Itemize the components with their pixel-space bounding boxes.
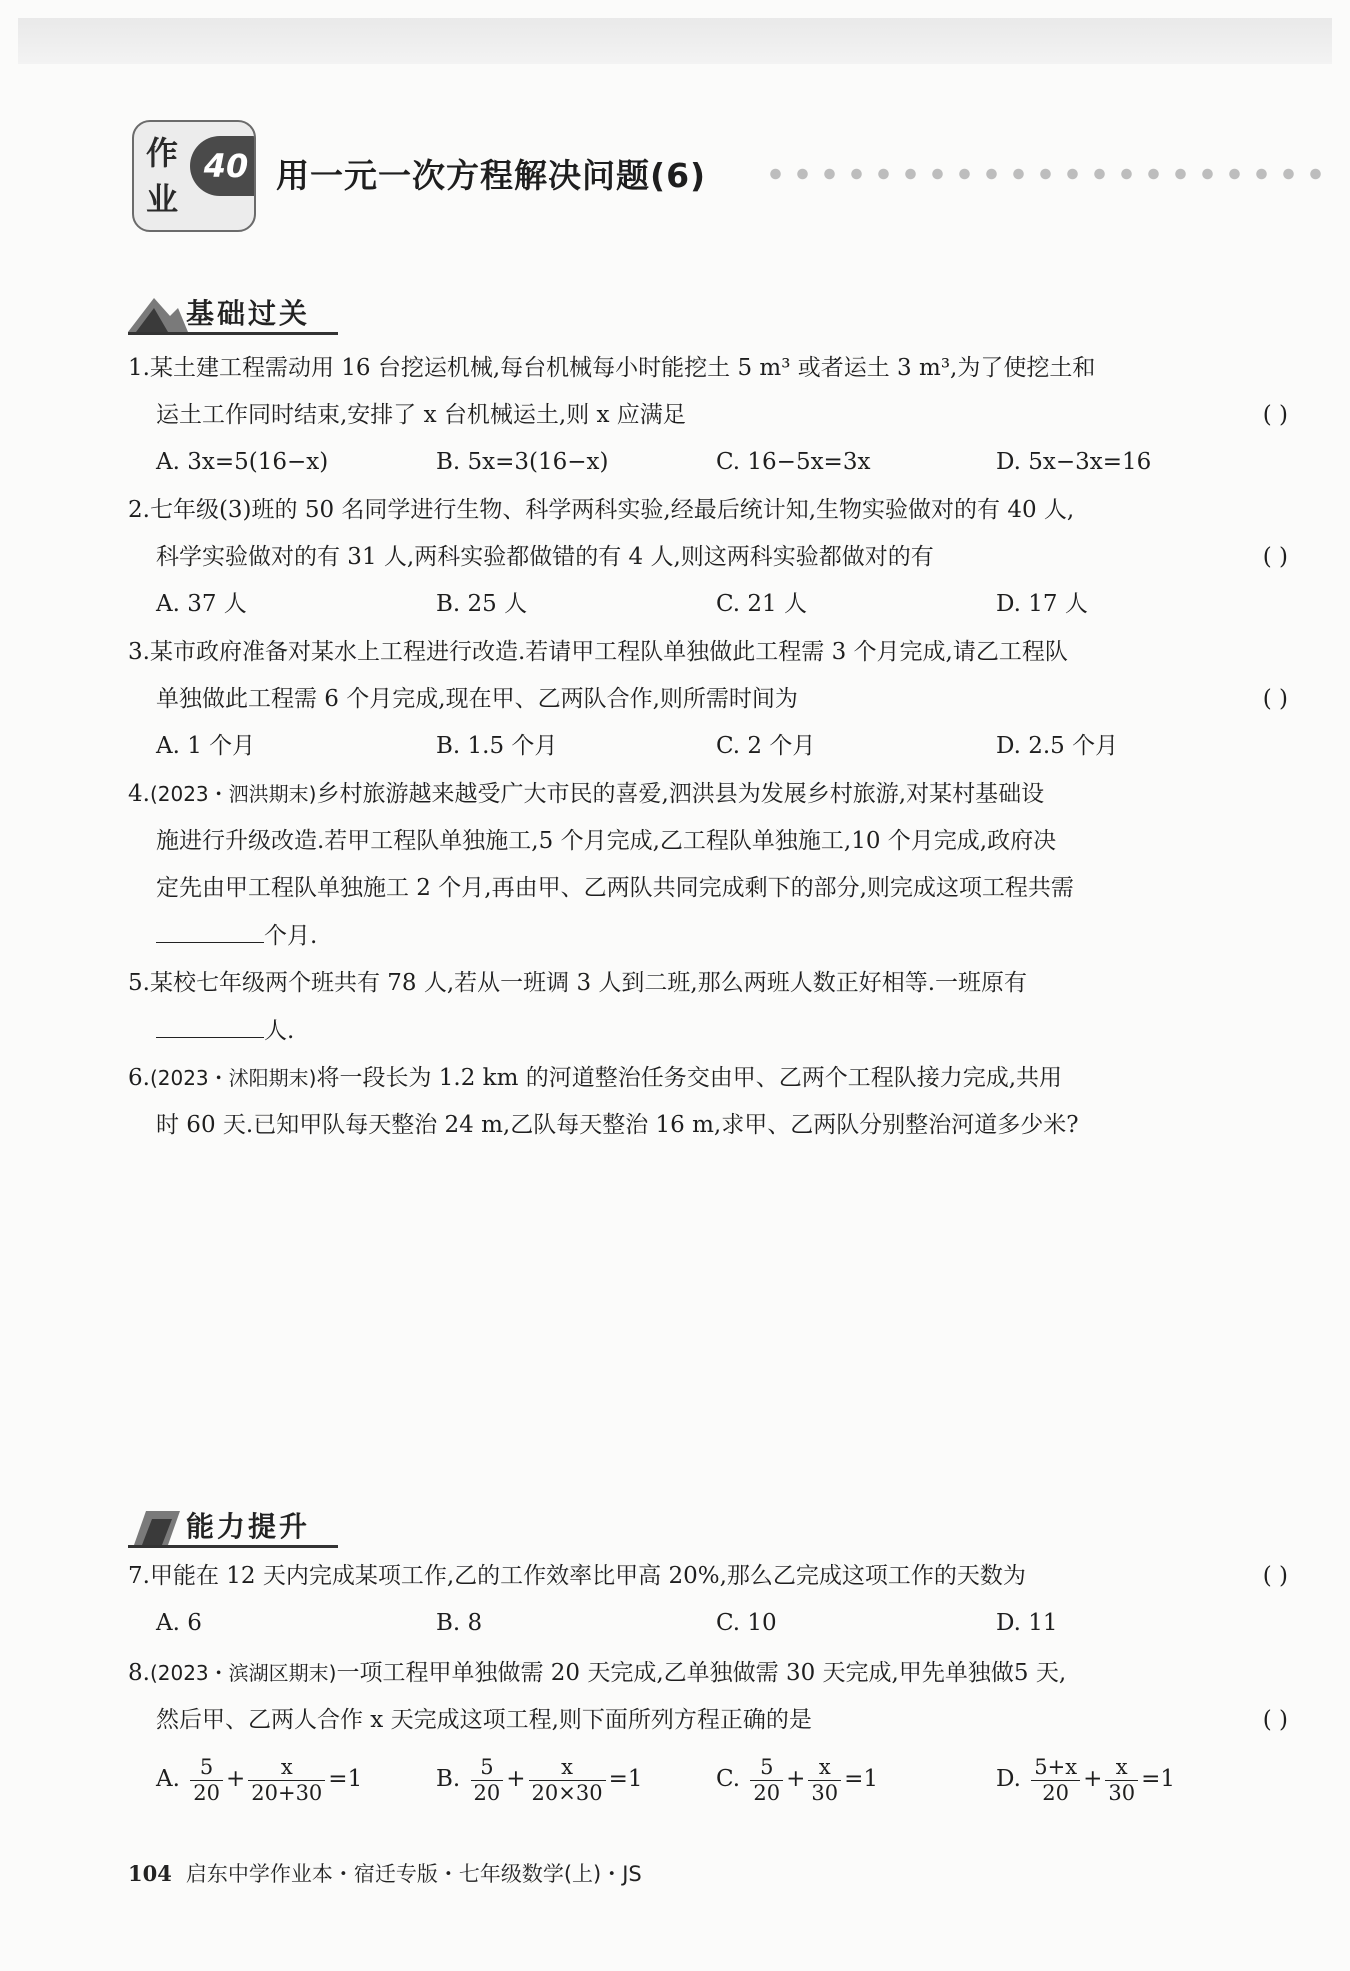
- question-number: 6.: [128, 1065, 150, 1091]
- numerator: 5: [760, 1754, 774, 1779]
- page-number: 104: [128, 1861, 172, 1886]
- answer-paren: ( ): [1262, 1563, 1288, 1589]
- fraction: [1031, 1755, 1080, 1806]
- question-8: [128, 1650, 1288, 1814]
- fraction: [1105, 1755, 1138, 1806]
- section-underline: [128, 1545, 338, 1548]
- question-source: (2023・沭阳期末): [149, 1066, 317, 1090]
- denominator: 20: [1031, 1780, 1080, 1806]
- option-c: C. 16−5x=3x: [716, 449, 871, 475]
- operator: +: [786, 1766, 806, 1792]
- numerator: 5: [480, 1754, 494, 1779]
- equation-rhs: =1: [608, 1766, 643, 1792]
- fraction: [529, 1755, 606, 1806]
- numerator: x: [818, 1754, 831, 1779]
- answer-paren: ( ): [1262, 1707, 1288, 1733]
- question-text: 将一段长为 1.2 km 的河道整治任务交由甲、乙两个工程队接力完成,共用: [316, 1065, 1063, 1091]
- question-text: 某市政府准备对某水上工程进行改造.若请甲工程队单独做此工程需 3 个月完成,请乙工程队: [149, 639, 1068, 665]
- question-text: 一项工程甲单独做需 20 天完成,乙单独做需 30 天完成,甲先单独做5 天,: [336, 1660, 1067, 1686]
- question-text: 定先由甲工程队单独施工 2 个月,再由甲、乙两队共同完成剩下的部分,则完成这项工程共需: [156, 875, 1074, 901]
- question-number: 1.: [128, 355, 150, 381]
- denominator: 20+30: [248, 1780, 325, 1806]
- question-number: 2.: [128, 497, 150, 523]
- option-c: C. 10: [716, 1610, 777, 1636]
- page-title: 用一元一次方程解决问题(6): [276, 156, 707, 195]
- option-a: A. 1 个月: [156, 733, 256, 759]
- page-footer: [128, 1858, 642, 1888]
- fraction: [190, 1755, 223, 1806]
- option-letter: B.: [436, 1766, 461, 1792]
- option-c: C. 2 个月: [716, 733, 816, 759]
- answer-blank[interactable]: [156, 912, 264, 943]
- operator: +: [506, 1766, 526, 1792]
- question-text: 个月.: [264, 923, 318, 949]
- assignment-badge: [132, 120, 256, 232]
- question-3: [128, 629, 1288, 770]
- assignment-header: [132, 120, 1322, 230]
- option-c: [716, 1744, 878, 1814]
- fraction: [248, 1755, 325, 1806]
- answer-paren: ( ): [1262, 544, 1288, 570]
- answer-paren: ( ): [1262, 402, 1288, 428]
- options-row: [128, 581, 1288, 628]
- section-advanced-label: 能力提升: [186, 1510, 311, 1543]
- question-text: 科学实验做对的有 31 人,两科实验都做错的有 4 人,则这两科实验都做对的有: [156, 544, 934, 570]
- options-row: [128, 1600, 1288, 1647]
- page-top-band: [18, 18, 1332, 64]
- option-a: A. 37 人: [156, 591, 247, 617]
- option-d: D. 11: [996, 1610, 1058, 1636]
- question-7: [128, 1553, 1288, 1647]
- fraction: [471, 1755, 504, 1806]
- question-number: 4.: [128, 781, 150, 807]
- option-d: D. 17 人: [996, 591, 1088, 617]
- options-row: [128, 439, 1288, 486]
- question-number: 5.: [128, 970, 150, 996]
- option-letter: C.: [716, 1766, 741, 1792]
- option-letter: D.: [996, 1766, 1021, 1792]
- fraction: [808, 1755, 841, 1806]
- question-2: [128, 487, 1288, 628]
- numerator: 5+x: [1034, 1754, 1078, 1779]
- badge-char-bottom: 业: [146, 180, 179, 218]
- question-text: 施进行升级改造.若甲工程队单独施工,5 个月完成,乙工程队单独施工,10 个月完成,政府决: [156, 828, 1057, 854]
- option-a: [156, 1744, 362, 1814]
- denominator: 30: [1105, 1780, 1138, 1806]
- fraction: [750, 1755, 783, 1806]
- denominator: 20: [750, 1780, 783, 1806]
- book-title: 启东中学作业本・宿迁专版・七年级数学(上)・JS: [185, 1862, 642, 1886]
- options-row: [128, 723, 1288, 770]
- operator: +: [225, 1766, 246, 1792]
- question-text: 运土工作同时结束,安排了 x 台机械运土,则 x 应满足: [156, 402, 686, 428]
- denominator: 30: [808, 1780, 841, 1806]
- section-basic: [128, 292, 368, 332]
- mountain-icon: [128, 296, 188, 334]
- option-d: [996, 1744, 1175, 1814]
- option-letter: A.: [156, 1766, 180, 1792]
- numerator: x: [561, 1754, 573, 1779]
- question-5: [128, 960, 1288, 1054]
- question-text: 人.: [264, 1018, 295, 1044]
- numerator: x: [1115, 1754, 1128, 1779]
- section-advanced: [128, 1505, 368, 1545]
- section-basic-label: 基础过关: [186, 297, 311, 330]
- section-underline: [128, 332, 338, 335]
- operator: +: [1083, 1766, 1103, 1792]
- question-6: [128, 1055, 1288, 1149]
- question-text: 单独做此工程需 6 个月完成,现在甲、乙两队合作,则所需时间为: [156, 686, 798, 712]
- decorative-dots: [762, 168, 1322, 180]
- question-text: 某校七年级两个班共有 78 人,若从一班调 3 人到二班,那么两班人数正好相等.一班原有: [149, 970, 1028, 996]
- question-1: [128, 345, 1288, 486]
- block-icon: [128, 1509, 188, 1547]
- option-b: B. 25 人: [436, 591, 528, 617]
- option-d: D. 5x−3x=16: [996, 449, 1152, 475]
- question-number: 7.: [128, 1563, 150, 1589]
- denominator: 20: [471, 1780, 504, 1806]
- denominator: 20: [190, 1780, 223, 1806]
- question-text: 时 60 天.已知甲队每天整治 24 m,乙队每天整治 16 m,求甲、乙两队分别整治河道多少米?: [156, 1112, 1079, 1138]
- option-d: D. 2.5 个月: [996, 733, 1119, 759]
- answer-blank[interactable]: [156, 1007, 264, 1038]
- option-b: [436, 1744, 643, 1814]
- badge-char-top: 作: [146, 134, 179, 172]
- equation-rhs: =1: [1141, 1766, 1175, 1792]
- answer-paren: ( ): [1262, 686, 1288, 712]
- question-text: 七年级(3)班的 50 名同学进行生物、科学两科实验,经最后统计知,生物实验做对的有 40 人,: [149, 497, 1075, 523]
- question-source: (2023・泗洪期末): [149, 782, 317, 806]
- question-4: [128, 771, 1288, 959]
- question-text: 乡村旅游越来越受广大市民的喜爱,泗洪县为发展乡村旅游,对某村基础设: [316, 781, 1045, 807]
- question-source: (2023・滨湖区期末): [149, 1661, 337, 1685]
- denominator: 20×30: [529, 1780, 606, 1806]
- equation-rhs: =1: [328, 1766, 363, 1792]
- option-a: A. 3x=5(16−x): [156, 449, 329, 475]
- numerator: 5: [199, 1754, 214, 1779]
- question-text: 甲能在 12 天内完成某项工作,乙的工作效率比甲高 20%,那么乙完成这项工作的天数为: [149, 1563, 1026, 1589]
- option-b: B. 1.5 个月: [436, 733, 558, 759]
- question-number: 3.: [128, 639, 150, 665]
- badge-number: 40: [190, 136, 256, 196]
- option-b: B. 5x=3(16−x): [436, 449, 609, 475]
- numerator: x: [280, 1754, 293, 1779]
- question-number: 8.: [128, 1660, 150, 1686]
- options-row: [128, 1744, 1288, 1814]
- option-b: B. 8: [436, 1610, 483, 1636]
- question-text: 某土建工程需动用 16 台挖运机械,每台机械每小时能挖土 5 m³ 或者运土 3 m³,为了使挖土和: [149, 355, 1096, 381]
- question-text: 然后甲、乙两人合作 x 天完成这项工程,则下面所列方程正确的是: [156, 1707, 812, 1733]
- option-c: C. 21 人: [716, 591, 807, 617]
- equation-rhs: =1: [844, 1766, 879, 1792]
- option-a: A. 6: [156, 1610, 202, 1636]
